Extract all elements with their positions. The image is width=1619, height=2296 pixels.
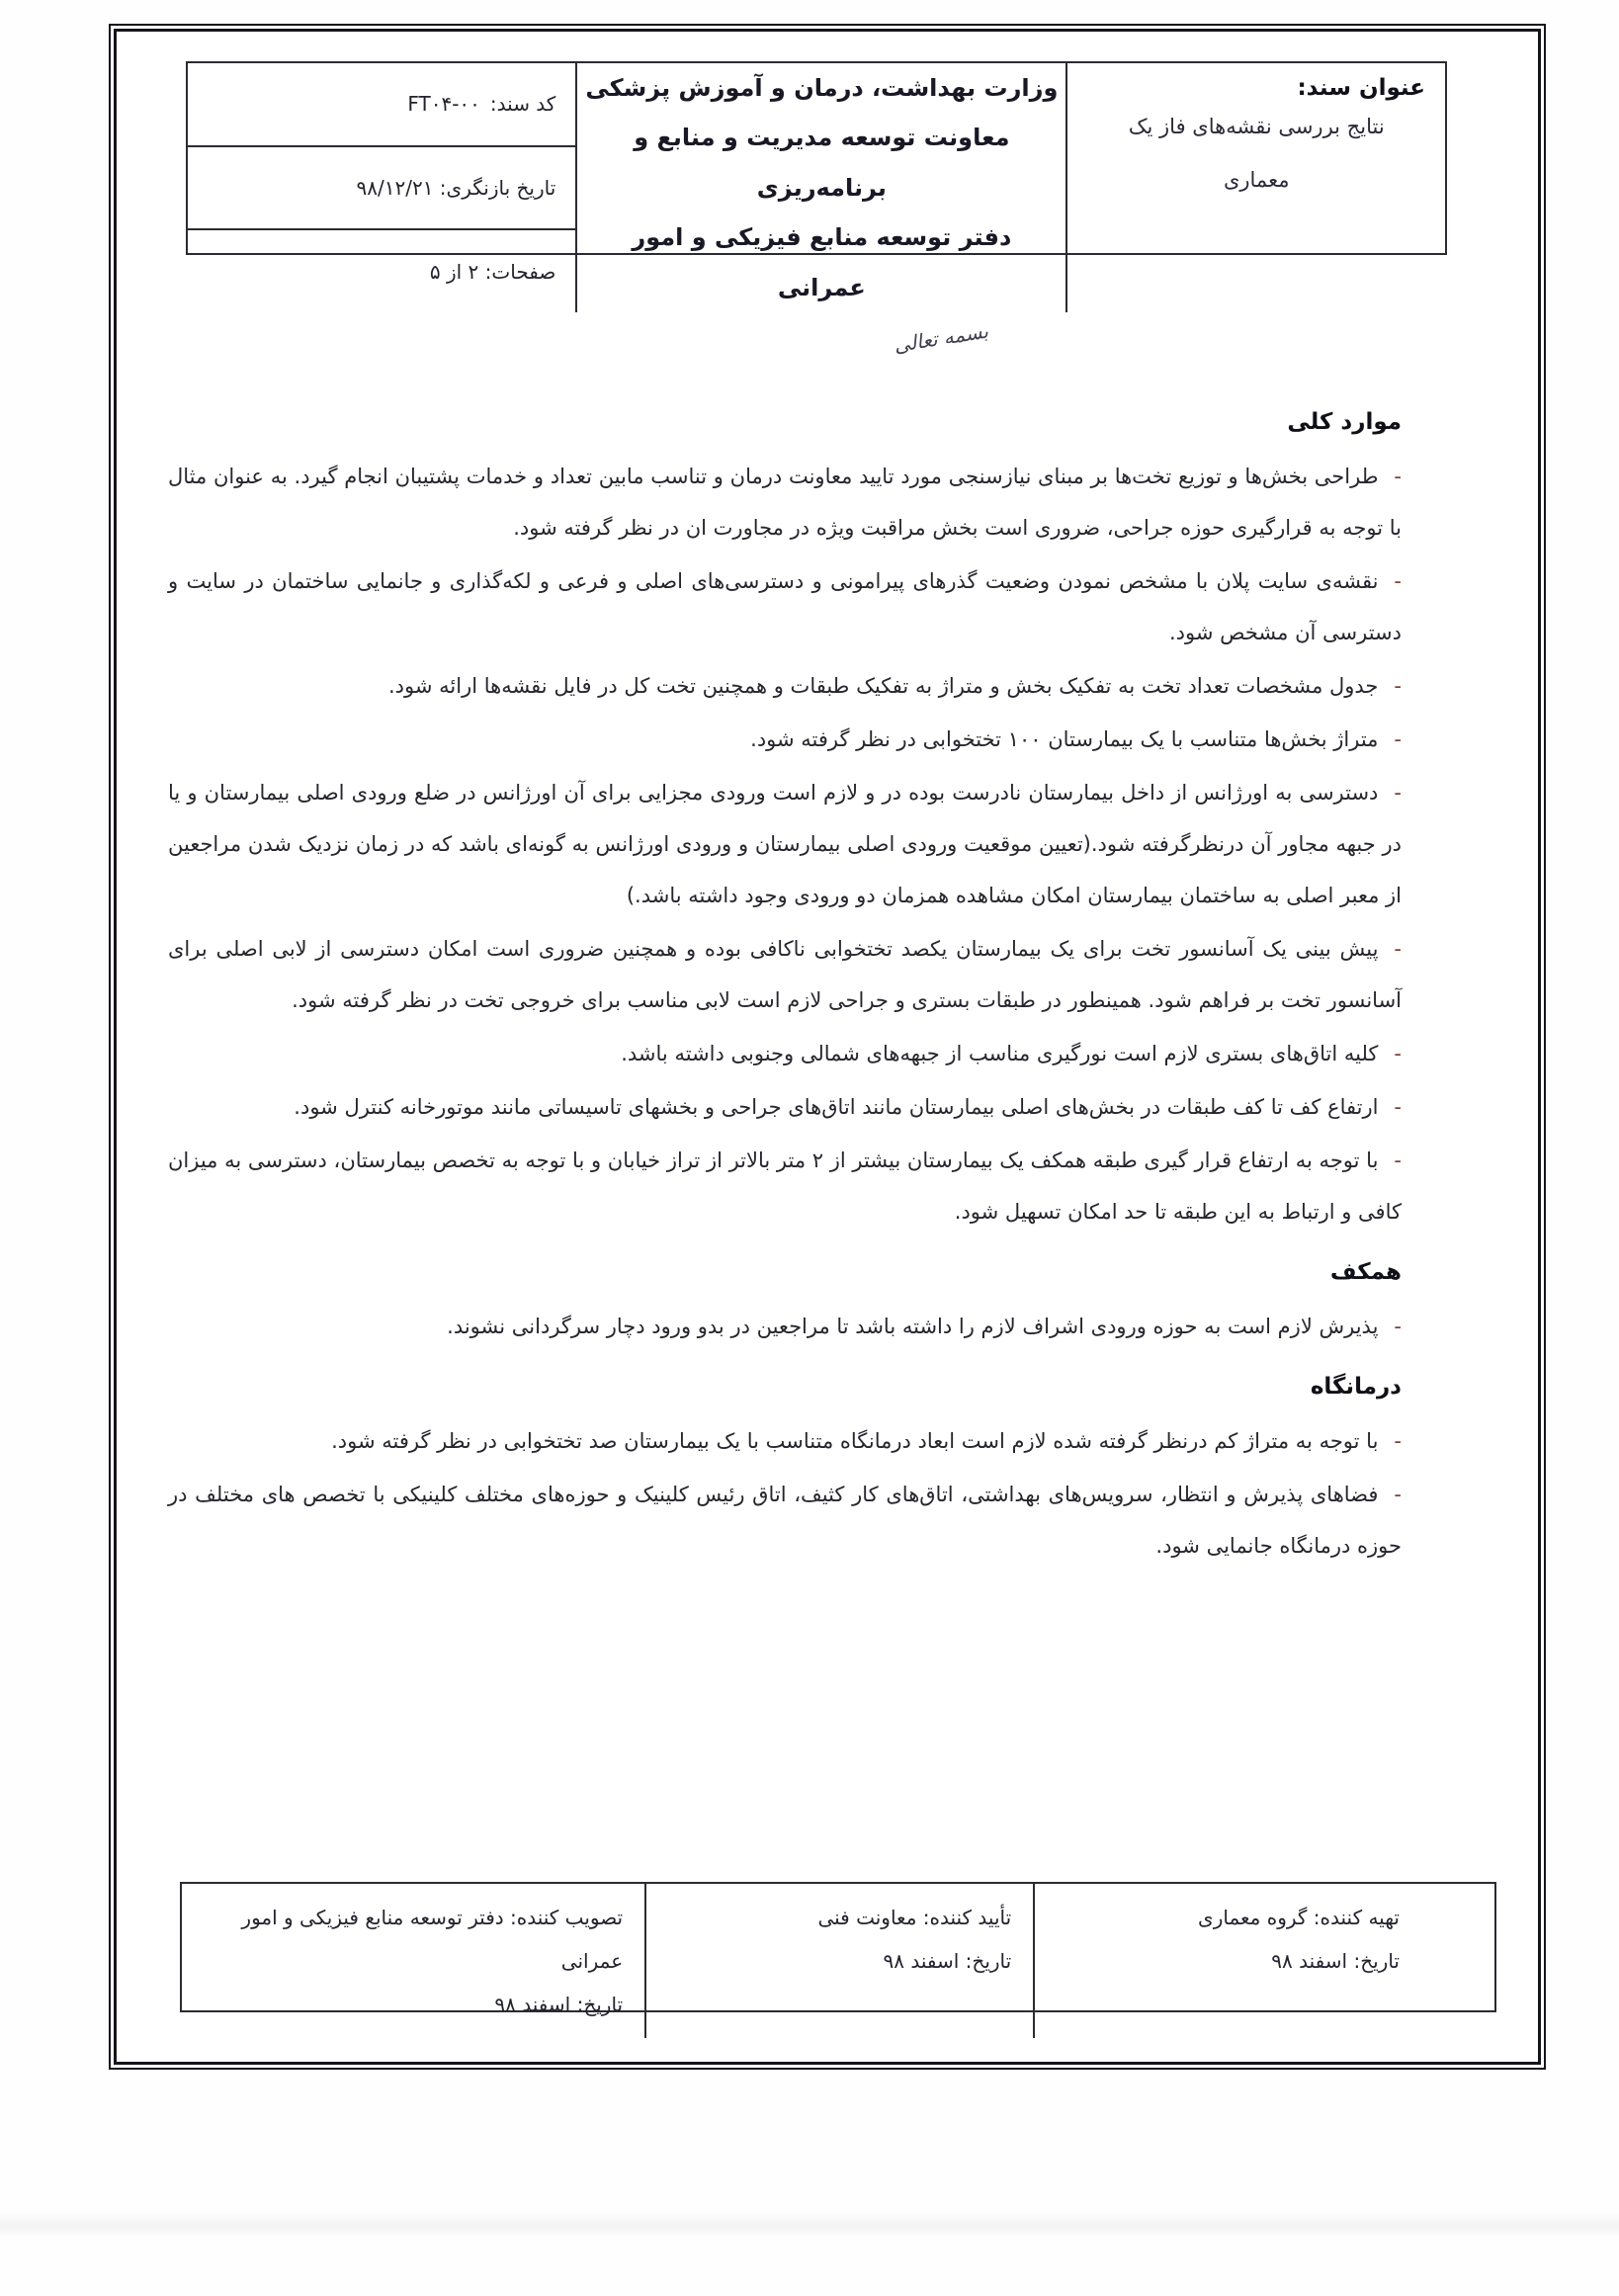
page-border-inner (114, 29, 1541, 2065)
page-border-frame (109, 24, 1546, 2070)
bullet-text: با توجه به ارتفاع قرار گیری طبقه همکف یک بیمارستان بیشتر از ۲ متر بالاتر از تراز خیابان و با توجه به تخصص بیمارستان، دسترسی به میزان کافی و ارتباط به این طبقه تا حد امکان تسهیل شود. (168, 1148, 1402, 1224)
confirmed-date: تاریخ: اسفند ۹۸ (883, 1949, 1012, 1973)
bullet-text: دسترسی به اورژانس از داخل بیمارستان نادرست بوده در و لازم است ورودی مجزایی برای آن اورژانس در ضلع ورودی اصلی بیمارستان و یا در جبهه مجاور آن درنظرگرفته شود.(تعیین موقعیت ورودی اصلی بیمارستان و ورودی اورژانس به گونه‌ای باشد که در زمان نزدیک شدن مراجعین از معبر اصلی به ساختمان بیمارستان امکان مشاهده همزمان دو ورودی وجود داشته باشد.) (168, 781, 1402, 907)
document-header-table (186, 61, 1447, 301)
bullet-dash-icon: - (1394, 1315, 1402, 1338)
section-heading-clinic: درمانگاه (1310, 1374, 1402, 1400)
confirmed-by-cell (646, 1884, 1035, 2038)
ministry-line: دفتر توسعه منابع فیزیکی و امور عمرانی (632, 223, 1012, 301)
bullet-text: طراحی بخش‌ها و توزیع تخت‌ها بر مبنای نیازسنجی مورد تایید معاونت درمان و تناسب مابین تعداد و خدمات پشتیبان انجام گیرد. به عنوان مثال با توجه به قرارگیری حوزه جراحی، ضروری است بخش مراقبت ویژه در مجاورت ان در نظر گرفته شود. (168, 465, 1402, 540)
bullet-text: جدول مشخصات تعداد تخت به تفکیک بخش و متراژ به تفکیک طبقات و همچنین تخت کل در فایل نقشه‌ها ارائه شود. (387, 674, 1379, 698)
approved-date: تاریخ: اسفند ۹۸ (494, 1993, 624, 2016)
bullet-item (168, 451, 1402, 553)
prepared-by: تهیه کننده: گروه معماری (1198, 1906, 1400, 1929)
prepared-date: تاریخ: اسفند ۹۸ (1271, 1949, 1400, 1973)
bullet-dash-icon: - (1394, 1042, 1402, 1065)
bullet-dash-icon: - (1394, 569, 1402, 593)
bullet-item (168, 767, 1402, 921)
basmala-calligraphy: بسمه تعالی (892, 318, 990, 358)
bullet-dash-icon: - (1394, 781, 1402, 805)
bullet-dash-icon: - (1394, 1429, 1402, 1453)
bullet-dash-icon: - (1394, 1095, 1402, 1119)
bullet-item (168, 923, 1402, 1026)
bullet-item (168, 1135, 1402, 1237)
bullet-item (168, 1415, 1402, 1467)
scan-noise-strip (0, 2212, 1619, 2238)
bullet-text: پذیرش لازم است به حوزه ورودی اشراف لازم را داشته باشد تا مراجعین در بدو ورود دچار سرگردانی نشوند. (447, 1315, 1379, 1338)
bullet-item (168, 1028, 1402, 1079)
bullet-item (168, 1081, 1402, 1133)
bullet-item (168, 660, 1402, 712)
bullet-dash-icon: - (1394, 1148, 1402, 1172)
bullet-dash-icon: - (1394, 727, 1402, 751)
doc-title-label: عنوان سند: (1297, 75, 1425, 101)
bullet-item (168, 714, 1402, 765)
confirmed-by: تأیید کننده: معاونت فنی (817, 1906, 1012, 1929)
pages-row: صفحات: ۲ از ۵ (188, 228, 575, 312)
document-body (168, 387, 1402, 1573)
ministry-line: معاونت توسعه مدیریت و منابع و برنامه‌ریزی (634, 124, 1010, 202)
bullet-text: با توجه به متراژ کم درنظر گرفته شده لازم است ابعاد درمانگاه متناسب با یک بیمارستان صد تختخوابی در نظر گرفته شود. (331, 1429, 1379, 1453)
approved-by: تصویب کننده: دفتر توسعه منابع فیزیکی و امور عمرانی (241, 1906, 624, 1973)
revision-date-row: تاریخ بازنگری: ۹۸/۱۲/۲۱ (188, 145, 575, 229)
bullet-text: ارتفاع کف تا کف طبقات در بخش‌های اصلی بیمارستان مانند اتاق‌های جراحی و بخشهای تاسیساتی مانند موتورخانه کنترل شود. (294, 1095, 1379, 1119)
ministry-cell (577, 63, 1067, 312)
bullet-text: متراژ بخش‌ها متناسب با یک بیمارستان ۱۰۰ تختخوابی در نظر گرفته شود. (750, 727, 1379, 751)
ministry-line: وزارت بهداشت، درمان و آموزش پزشکی (585, 74, 1059, 102)
doc-code-value: FT۰۴-۰۰ (407, 92, 480, 117)
doc-code-row (188, 63, 575, 145)
prepared-by-cell (1035, 1884, 1494, 2038)
bullet-text: نقشه‌ی سایت پلان با مشخص نمودن وضعیت گذرهای پیرامونی و دسترسی‌های اصلی و فرعی و لکه‌گذاری و جانمایی ساختمان در سایت و دسترسی آن مشخص شود. (168, 569, 1402, 644)
bullet-dash-icon: - (1394, 1483, 1402, 1506)
bullet-dash-icon: - (1394, 674, 1402, 698)
doc-title-line: معماری (1223, 167, 1290, 192)
bullet-dash-icon: - (1394, 937, 1402, 961)
bullet-text: کلیه اتاق‌های بستری لازم است نورگیری مناسب از جبهه‌های شمالی وجنوبی داشته باشد. (621, 1042, 1379, 1065)
doc-code-label: کد سند: (489, 92, 556, 117)
bullet-text: پیش بینی یک آسانسور تخت برای یک بیمارستان یکصد تختخوابی ناکافی بوده و همچنین ضروری است امکان دسترسی از لابی اصلی برای آسانسور تخت بر فراهم شود. همینطور در طبقات بستری و جراحی لازم است لابی مناسب برای خروجی تخت در نظر گرفته شود. (168, 937, 1402, 1012)
doc-title-line: نتایج بررسی نقشه‌های فاز یک (1128, 115, 1385, 138)
doc-title-cell (1067, 63, 1445, 312)
section-heading-ground-floor: همکف (1329, 1259, 1402, 1285)
bullet-text: فضاهای پذیرش و انتظار، سرویس‌های بهداشتی، اتاق‌های کار کثیف، اتاق رئیس کلینیک و حوزه‌های مختلف کلینیکی با تخصص های مختلف در حوزه درمانگاه جانمایی شود. (168, 1483, 1402, 1558)
section-heading-general: موارد کلی (1287, 409, 1402, 435)
doc-meta-cell (188, 63, 577, 312)
bullet-item (168, 1469, 1402, 1572)
bullet-item (168, 1301, 1402, 1352)
approved-by-cell (182, 1884, 646, 2038)
bullet-dash-icon: - (1394, 465, 1402, 488)
approvals-table (180, 1882, 1496, 2016)
bullet-item (168, 555, 1402, 658)
